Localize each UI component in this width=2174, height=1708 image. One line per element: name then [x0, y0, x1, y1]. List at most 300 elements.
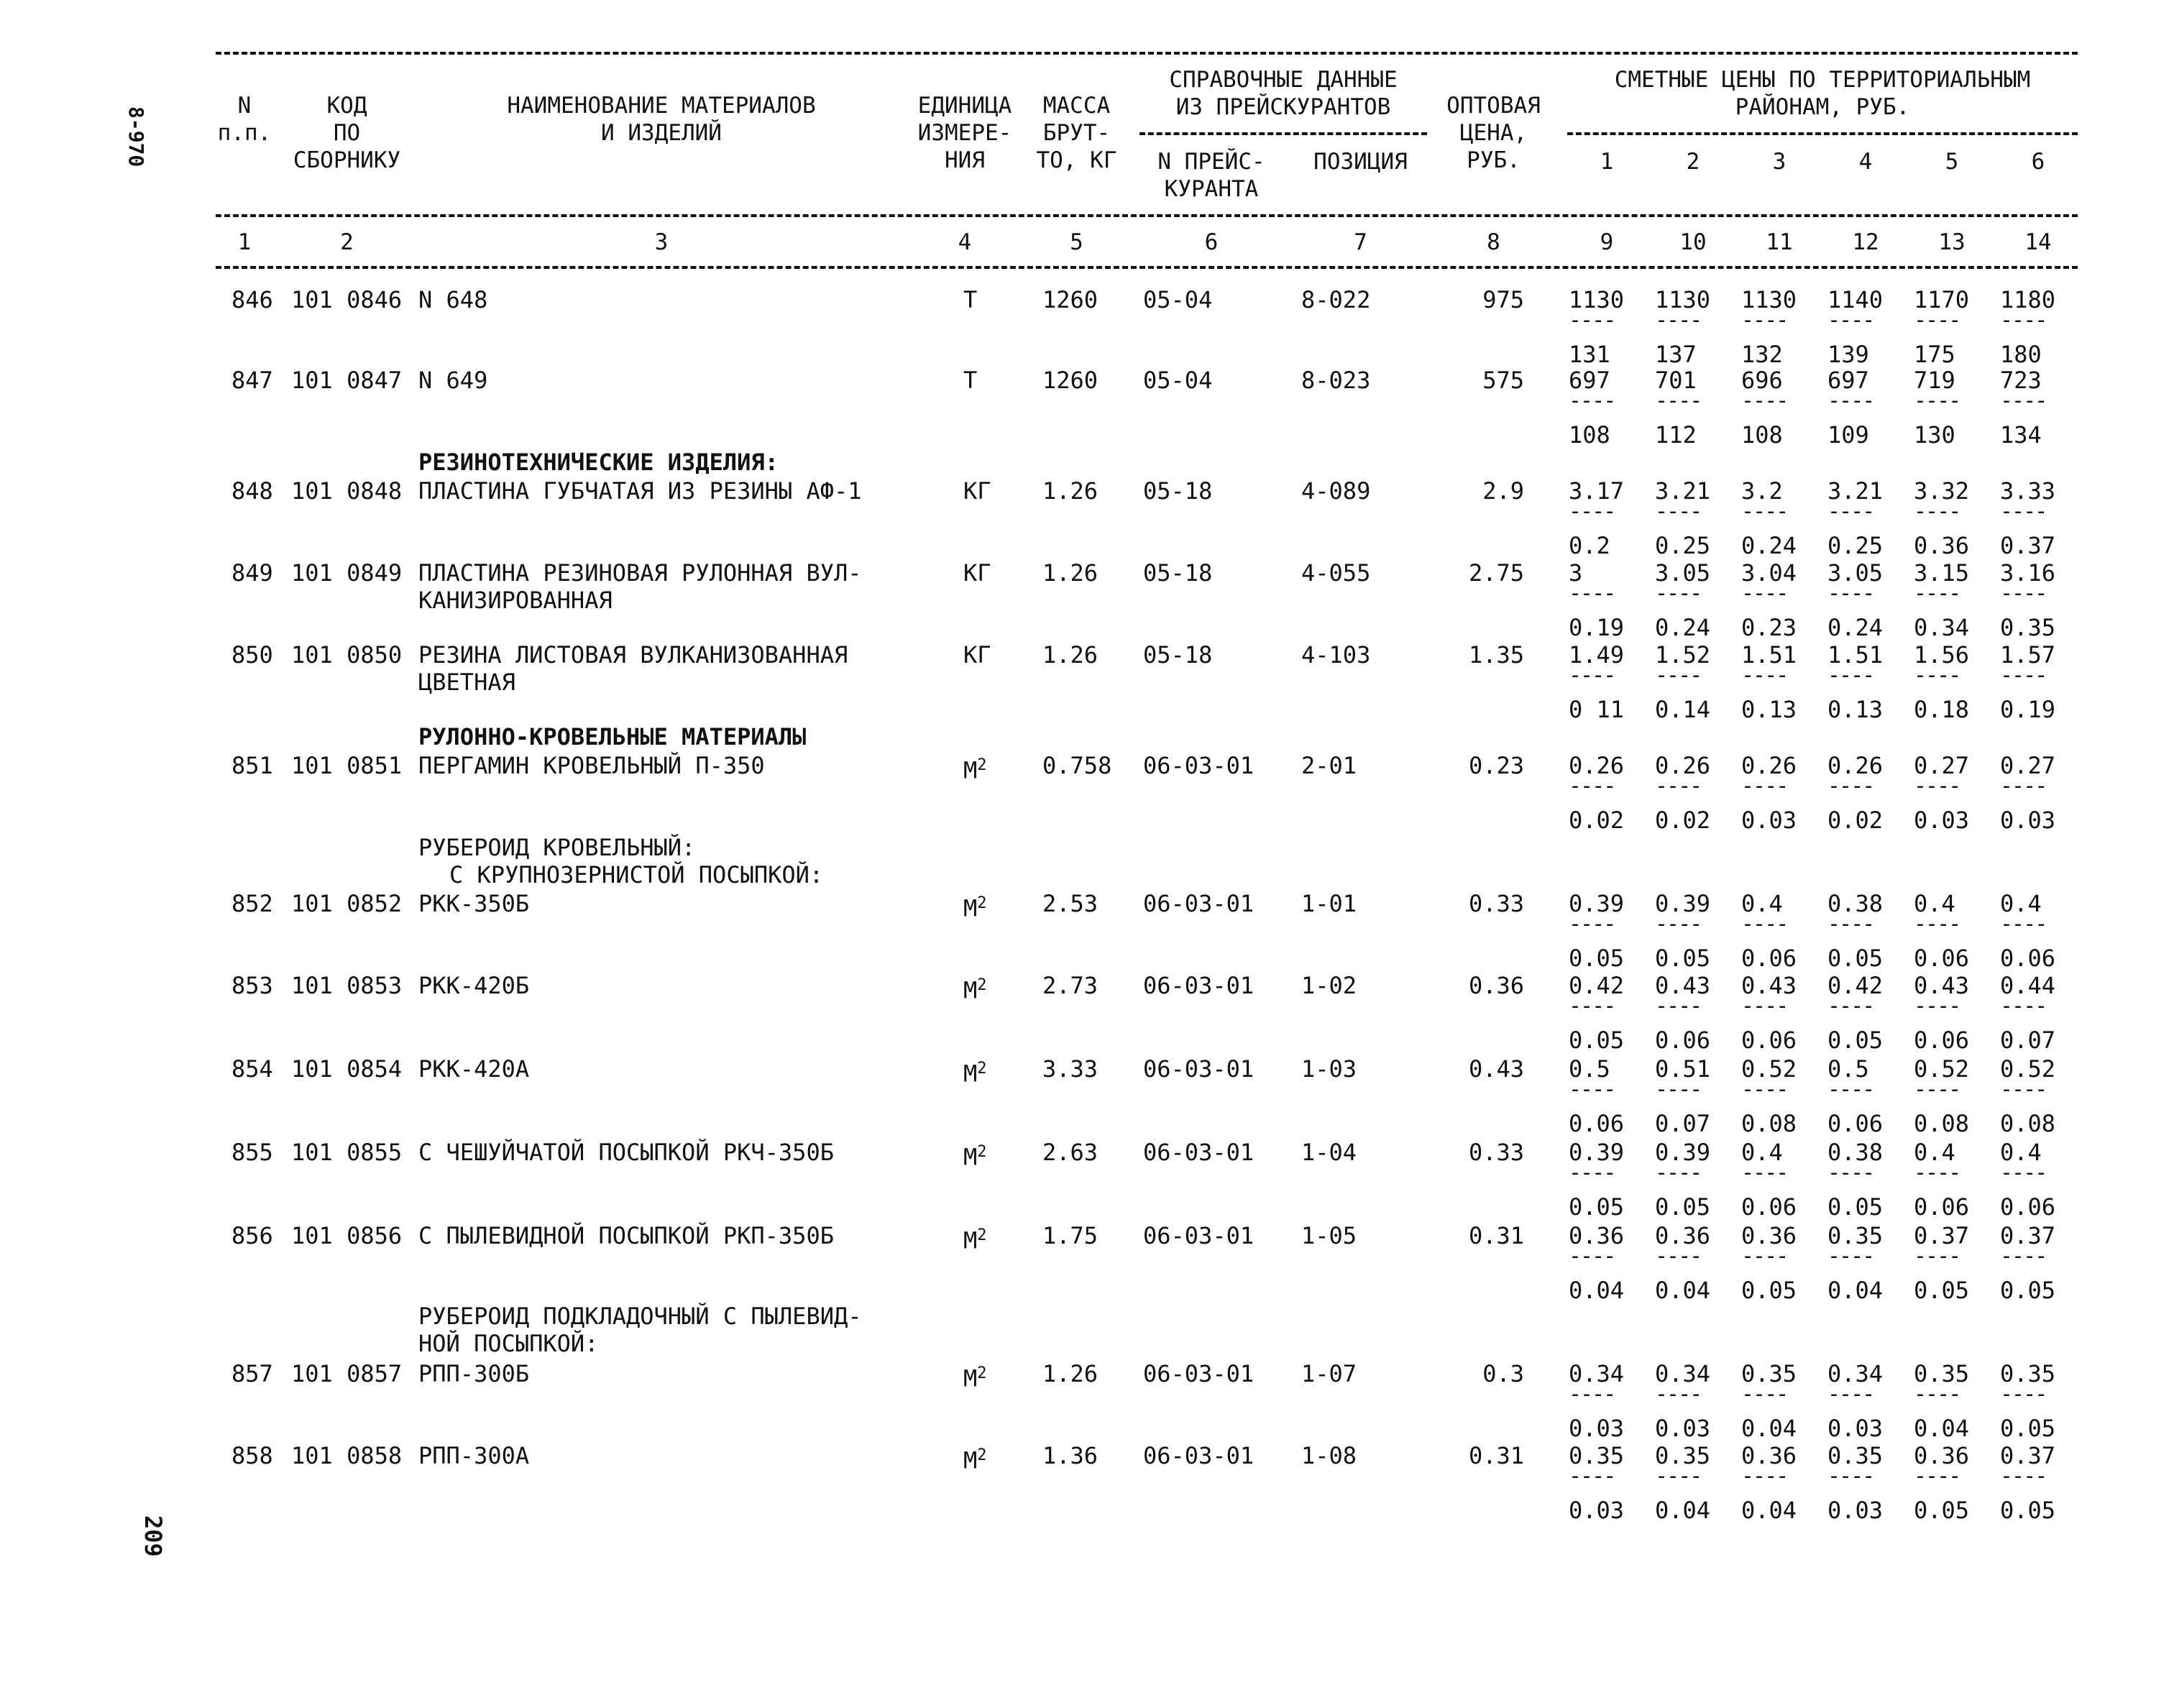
colnum-6: 6 [1204, 229, 1219, 255]
fraction-line: ---- [1827, 388, 1874, 413]
fraction-line: ---- [1741, 581, 1788, 606]
region-price-6: 3.16 [2000, 559, 2056, 587]
row-name: КАНИЗИРОВАННАЯ [418, 587, 613, 614]
header-col-name: НАИМЕНОВАНИЕ МАТЕРИАЛОВ И ИЗДЕЛИЙ [507, 93, 816, 146]
region-price-denominator-5: 0.03 [1914, 807, 1970, 834]
region-price-3: 0.36 [1741, 1442, 1797, 1469]
fraction-line: ---- [2000, 1464, 2047, 1489]
fraction-line: ---- [1569, 1382, 1615, 1407]
region-price-5: 1170 [1914, 286, 1970, 313]
region-price-5: 0.27 [1914, 752, 1970, 779]
fraction-line: ---- [1655, 1244, 1702, 1269]
row-price-list: 06-03-01 [1143, 1139, 1255, 1166]
region-price-denominator-3: 0.06 [1741, 945, 1797, 972]
fraction-line: ---- [1827, 499, 1874, 524]
row-mass: 1260 [1042, 367, 1099, 394]
row-position: 2-01 [1301, 752, 1357, 779]
row-number: 847 [231, 367, 273, 394]
row-name: ЦВЕТНАЯ [418, 669, 515, 696]
fraction-line: ---- [1741, 1160, 1788, 1185]
region-price-6: 0.37 [2000, 1442, 2056, 1469]
section-rubber: РЕЗИНОТЕХНИЧЕСКИЕ ИЗДЕЛИЯ: [418, 449, 779, 476]
region-price-denominator-2: 0.14 [1655, 696, 1711, 723]
row-wholesale-price: 0.33 [1468, 890, 1524, 917]
colnum-2: 2 [340, 229, 354, 255]
row-code: 101 0847 [291, 367, 403, 394]
row-price-list: 05-18 [1143, 641, 1213, 669]
row-mass: 0.758 [1042, 752, 1112, 779]
fraction-line: ---- [1655, 773, 1702, 799]
header-col-wholesale: ОПТОВАЯ ЦЕНА, РУБ. [1446, 93, 1541, 173]
fraction-line: ---- [1741, 1244, 1788, 1269]
group-ruberoid: РУБЕРОИД КРОВЕЛЬНЫЙ: [418, 834, 696, 861]
region-price-4: 0.35 [1827, 1222, 1884, 1249]
row-mass: 1.75 [1042, 1222, 1099, 1249]
region-price-2: 0.39 [1655, 1139, 1711, 1166]
region-price-denominator-3: 0.13 [1741, 696, 1797, 723]
region-price-denominator-4: 139 [1827, 341, 1869, 368]
row-unit: $М^2$ [963, 1446, 987, 1474]
fraction-line: ---- [2000, 663, 2047, 688]
region-price-denominator-1: 108 [1569, 421, 1610, 449]
header-price-group: СМЕТНЫЕ ЦЕНЫ ПО ТЕРРИТОРИАЛЬНЫМ РАЙОНАМ, РУБ. [1614, 67, 2031, 120]
region-price-5: 719 [1914, 367, 1955, 394]
fraction-line: ---- [2000, 993, 2047, 1019]
colnum-8: 8 [1487, 229, 1500, 255]
row-code: 101 0852 [291, 890, 403, 917]
region-price-denominator-3: 0.08 [1741, 1110, 1797, 1137]
row-position: 8-022 [1301, 286, 1371, 313]
region-price-denominator-6: 0.06 [2000, 945, 2056, 972]
region-price-2: 701 [1655, 367, 1697, 394]
region-price-denominator-2: 0.02 [1655, 807, 1711, 834]
row-number: 849 [231, 559, 273, 587]
region-price-3: 3.04 [1741, 559, 1797, 587]
fraction-line: ---- [2000, 308, 2047, 333]
fraction-line: ---- [1741, 993, 1788, 1019]
fraction-line: ---- [2000, 499, 2047, 524]
fraction-line: ---- [1569, 308, 1615, 333]
header-col-unit: ЕДИНИЦА ИЗМЕРЕ- НИЯ [917, 93, 1012, 173]
fraction-line: ---- [2000, 1244, 2047, 1269]
row-position: 4-055 [1301, 559, 1371, 587]
row-code: 101 0853 [291, 972, 403, 999]
row-position: 1-03 [1301, 1055, 1357, 1083]
group-coarse: С КРУПНОЗЕРНИСТОЙ ПОСЫПКОЙ: [449, 861, 824, 889]
fraction-line: ---- [1914, 993, 1960, 1019]
fraction-line: ---- [1914, 1464, 1960, 1489]
fraction-line: ---- [1655, 912, 1702, 937]
row-mass: 2.53 [1042, 890, 1099, 917]
region-price-denominator-5: 0.36 [1914, 532, 1970, 559]
region-price-denominator-1: 0 11 [1569, 696, 1625, 723]
region-price-5: 0.52 [1914, 1055, 1970, 1083]
region-price-denominator-1: 0.03 [1569, 1497, 1625, 1524]
region-price-denominator-1: 0.06 [1569, 1110, 1625, 1137]
row-unit: $М^2$ [963, 1143, 987, 1171]
region-price-4: 0.38 [1827, 890, 1884, 917]
region-price-denominator-5: 0.08 [1914, 1110, 1970, 1137]
row-number: 857 [231, 1360, 273, 1387]
region-price-6: 0.37 [2000, 1222, 2056, 1249]
region-price-denominator-1: 131 [1569, 341, 1610, 368]
group-underlay-2: НОЙ ПОСЫПКОЙ: [418, 1330, 599, 1357]
region-price-6: 1180 [2000, 286, 2056, 313]
region-price-4: 0.42 [1827, 972, 1884, 999]
region-price-1: 0.5 [1569, 1055, 1610, 1083]
fraction-line: ---- [1655, 663, 1702, 688]
fraction-line: ---- [1914, 912, 1960, 937]
row-name: РКК-420Б [418, 972, 530, 999]
row-price-list: 06-03-01 [1143, 1442, 1255, 1469]
row-name: РЕЗИНА ЛИСТОВАЯ ВУЛКАНИЗОВАННАЯ [418, 641, 848, 669]
row-number: 846 [231, 286, 273, 313]
row-code: 101 0846 [291, 286, 403, 313]
region-price-denominator-3: 0.05 [1741, 1277, 1797, 1304]
row-position: 1-07 [1301, 1360, 1357, 1387]
row-wholesale-price: 0.33 [1468, 1139, 1524, 1166]
colnum-12: 12 [1852, 229, 1879, 255]
fraction-line: ---- [1569, 912, 1615, 937]
region-price-denominator-1: 0.05 [1569, 945, 1625, 972]
colnum-11: 11 [1766, 229, 1793, 255]
region-price-denominator-3: 0.06 [1741, 1027, 1797, 1054]
region-price-5: 0.36 [1914, 1442, 1970, 1469]
header-region-4: 4 [1858, 149, 1873, 175]
region-price-denominator-6: 0.35 [2000, 614, 2056, 641]
fraction-line: ---- [2000, 388, 2047, 413]
region-price-denominator-5: 0.06 [1914, 945, 1970, 972]
row-wholesale-price: 0.3 [1482, 1360, 1524, 1387]
region-price-5: 0.4 [1914, 1139, 1955, 1166]
row-position: 8-023 [1301, 367, 1371, 394]
region-price-5: 3.15 [1914, 559, 1970, 587]
fraction-line: ---- [1741, 1382, 1788, 1407]
group-underlay-1: РУБЕРОИД ПОДКЛАДОЧНЫЙ С ПЫЛЕВИД- [418, 1303, 862, 1330]
region-price-1: 3 [1569, 559, 1583, 587]
row-number: 851 [231, 752, 273, 779]
row-name: N 649 [418, 367, 488, 394]
row-mass: 1.36 [1042, 1442, 1099, 1469]
region-price-denominator-2: 0.05 [1655, 1193, 1711, 1221]
fraction-line: ---- [1569, 1464, 1615, 1489]
unit-superscript: 2 [977, 1143, 987, 1161]
fraction-line: ---- [1914, 1382, 1960, 1407]
row-unit: Т [963, 367, 978, 394]
region-price-3: 1130 [1741, 286, 1797, 313]
region-price-4: 697 [1827, 367, 1869, 394]
fraction-line: ---- [1827, 993, 1874, 1019]
side-code: 8-970 [124, 106, 148, 167]
region-price-5: 0.37 [1914, 1222, 1970, 1249]
region-price-6: 0.35 [2000, 1360, 2056, 1387]
row-wholesale-price: 0.43 [1468, 1055, 1524, 1083]
region-price-denominator-1: 0.02 [1569, 807, 1625, 834]
row-price-list: 06-03-01 [1143, 1360, 1255, 1387]
fraction-line: ---- [1827, 912, 1874, 937]
fraction-line: ---- [2000, 581, 2047, 606]
region-price-1: 1130 [1569, 286, 1625, 313]
row-unit: $М^2$ [963, 1226, 987, 1254]
colnum-9: 9 [1600, 229, 1614, 255]
region-price-2: 3.05 [1655, 559, 1711, 587]
row-unit: $М^2$ [963, 1060, 987, 1088]
header-col-position: ПОЗИЦИЯ [1313, 149, 1408, 175]
fraction-line: ---- [2000, 1382, 2047, 1407]
fraction-line: ---- [1741, 388, 1788, 413]
row-position: 1-08 [1301, 1442, 1357, 1469]
region-price-denominator-2: 112 [1655, 421, 1697, 449]
row-code: 101 0850 [291, 641, 403, 669]
fraction-line: ---- [2000, 1160, 2047, 1185]
region-price-2: 3.21 [1655, 477, 1711, 505]
region-price-denominator-4: 0.25 [1827, 532, 1884, 559]
fraction-line: ---- [1569, 581, 1615, 606]
region-price-5: 0.35 [1914, 1360, 1970, 1387]
region-price-6: 0.44 [2000, 972, 2056, 999]
row-unit: $М^2$ [963, 976, 987, 1004]
fraction-line: ---- [1741, 663, 1788, 688]
region-price-6: 1.57 [2000, 641, 2056, 669]
header-region-3: 3 [1772, 149, 1787, 175]
row-mass: 1.26 [1042, 477, 1099, 505]
fraction-line: ---- [2000, 912, 2047, 937]
fraction-line: ---- [1827, 773, 1874, 799]
region-price-denominator-4: 0.04 [1827, 1277, 1884, 1304]
region-price-2: 0.35 [1655, 1442, 1711, 1469]
region-price-denominator-1: 0.05 [1569, 1027, 1625, 1054]
region-price-denominator-6: 0.08 [2000, 1110, 2056, 1137]
region-price-denominator-5: 0.34 [1914, 614, 1970, 641]
row-wholesale-price: 0.23 [1468, 752, 1524, 779]
region-price-denominator-5: 0.04 [1914, 1415, 1970, 1442]
region-price-1: 1.49 [1569, 641, 1625, 669]
row-mass: 1.26 [1042, 641, 1099, 669]
unit-superscript: 2 [977, 894, 987, 912]
region-price-denominator-6: 180 [2000, 341, 2042, 368]
row-number: 856 [231, 1222, 273, 1249]
row-name: ПЛАСТИНА ГУБЧАТАЯ ИЗ РЕЗИНЫ АФ-1 [418, 477, 862, 505]
region-price-denominator-1: 0.05 [1569, 1193, 1625, 1221]
region-price-denominator-6: 0.19 [2000, 696, 2056, 723]
region-price-3: 0.4 [1741, 1139, 1783, 1166]
header-region-1: 1 [1600, 149, 1614, 175]
region-price-1: 0.42 [1569, 972, 1625, 999]
region-price-denominator-6: 0.07 [2000, 1027, 2056, 1054]
row-mass: 1.26 [1042, 1360, 1099, 1387]
row-number: 855 [231, 1139, 273, 1166]
fraction-line: ---- [1827, 1160, 1874, 1185]
region-price-denominator-4: 109 [1827, 421, 1869, 449]
region-price-3: 3.2 [1741, 477, 1783, 505]
row-name: С ЧЕШУЙЧАТОЙ ПОСЫПКОЙ РКЧ-350Б [418, 1139, 834, 1166]
row-price-list: 06-03-01 [1143, 1222, 1255, 1249]
region-price-2: 0.51 [1655, 1055, 1711, 1083]
row-wholesale-price: 2.75 [1468, 559, 1524, 587]
region-price-denominator-1: 0.03 [1569, 1415, 1625, 1442]
region-price-denominator-2: 0.25 [1655, 532, 1711, 559]
header-mid-rule [216, 214, 2078, 217]
fraction-line: ---- [1827, 663, 1874, 688]
fraction-line: ---- [1914, 499, 1960, 524]
header-col-code: КОД ПО СБОРНИКУ [293, 93, 401, 173]
header-region-6: 6 [2031, 149, 2045, 175]
row-name: РПП-300Б [418, 1360, 530, 1387]
region-price-denominator-6: 0.05 [2000, 1497, 2056, 1524]
fraction-line: ---- [1569, 663, 1615, 688]
region-price-denominator-1: 0.19 [1569, 614, 1625, 641]
region-price-denominator-6: 0.05 [2000, 1415, 2056, 1442]
section-roll: РУЛОННО-КРОВЕЛЬНЫЕ МАТЕРИАЛЫ [418, 723, 807, 750]
region-price-2: 1.52 [1655, 641, 1711, 669]
header-col-n: N п.п. [217, 93, 272, 146]
region-price-denominator-3: 0.03 [1741, 807, 1797, 834]
region-price-4: 0.35 [1827, 1442, 1884, 1469]
region-price-4: 0.34 [1827, 1360, 1884, 1387]
row-wholesale-price: 0.31 [1468, 1222, 1524, 1249]
unit-superscript: 2 [977, 1226, 987, 1244]
row-unit: $М^2$ [963, 756, 987, 784]
region-price-2: 0.43 [1655, 972, 1711, 999]
region-price-denominator-2: 0.04 [1655, 1497, 1711, 1524]
row-price-list: 06-03-01 [1143, 890, 1255, 917]
fraction-line: ---- [1914, 308, 1960, 333]
fraction-line: ---- [1914, 773, 1960, 799]
page-number: 209 [139, 1515, 167, 1557]
region-price-denominator-6: 134 [2000, 421, 2042, 449]
row-price-list: 05-18 [1143, 559, 1213, 587]
region-price-denominator-6: 0.05 [2000, 1277, 2056, 1304]
unit-superscript: 2 [977, 1446, 987, 1464]
fraction-line: ---- [1655, 1382, 1702, 1407]
row-number: 854 [231, 1055, 273, 1083]
row-code: 101 0851 [291, 752, 403, 779]
colnum-7: 7 [1354, 229, 1367, 255]
region-price-1: 0.39 [1569, 890, 1625, 917]
region-price-2: 0.36 [1655, 1222, 1711, 1249]
region-price-denominator-3: 0.04 [1741, 1415, 1797, 1442]
unit-superscript: 2 [977, 756, 987, 774]
colnum-5: 5 [1070, 229, 1083, 255]
row-name: N 648 [418, 286, 488, 313]
row-number: 850 [231, 641, 273, 669]
fraction-line: ---- [1655, 388, 1702, 413]
row-unit: Т [963, 286, 978, 313]
region-price-denominator-2: 0.05 [1655, 945, 1711, 972]
region-price-6: 0.4 [2000, 890, 2042, 917]
fraction-line: ---- [1914, 1160, 1960, 1185]
region-price-denominator-3: 0.06 [1741, 1193, 1797, 1221]
row-position: 4-103 [1301, 641, 1371, 669]
region-price-4: 0.38 [1827, 1139, 1884, 1166]
region-price-2: 0.26 [1655, 752, 1711, 779]
fraction-line: ---- [1655, 993, 1702, 1019]
region-price-denominator-4: 0.05 [1827, 1193, 1884, 1221]
fraction-line: ---- [1569, 499, 1615, 524]
fraction-line: ---- [1569, 1160, 1615, 1185]
region-price-3: 0.26 [1741, 752, 1797, 779]
region-price-1: 0.26 [1569, 752, 1625, 779]
row-position: 1-04 [1301, 1139, 1357, 1166]
region-price-denominator-1: 0.04 [1569, 1277, 1625, 1304]
row-unit: КГ [963, 477, 991, 505]
region-price-denominator-2: 137 [1655, 341, 1697, 368]
row-code: 101 0855 [291, 1139, 403, 1166]
row-code: 101 0849 [291, 559, 403, 587]
fraction-line: ---- [1914, 388, 1960, 413]
region-price-denominator-4: 0.06 [1827, 1110, 1884, 1137]
fraction-line: ---- [1569, 1077, 1615, 1102]
region-price-3: 0.36 [1741, 1222, 1797, 1249]
header-region-5: 5 [1945, 149, 1959, 175]
row-unit: КГ [963, 559, 991, 587]
fraction-line: ---- [1655, 499, 1702, 524]
row-position: 1-01 [1301, 890, 1357, 917]
row-name: РКК-420А [418, 1055, 530, 1083]
fraction-line: ---- [1655, 1464, 1702, 1489]
region-price-denominator-4: 0.03 [1827, 1497, 1884, 1524]
row-wholesale-price: 2.9 [1482, 477, 1524, 505]
row-unit: $М^2$ [963, 894, 987, 922]
row-price-list: 06-03-01 [1143, 972, 1255, 999]
region-price-6: 0.4 [2000, 1139, 2042, 1166]
region-price-denominator-3: 108 [1741, 421, 1783, 449]
region-price-denominator-4: 0.13 [1827, 696, 1884, 723]
row-mass: 3.33 [1042, 1055, 1099, 1083]
region-price-denominator-3: 0.24 [1741, 532, 1797, 559]
region-price-3: 0.43 [1741, 972, 1797, 999]
row-price-list: 05-04 [1143, 286, 1213, 313]
row-code: 101 0858 [291, 1442, 403, 1469]
row-name: ПЛАСТИНА РЕЗИНОВАЯ РУЛОННАЯ ВУЛ- [418, 559, 862, 587]
region-price-4: 1.51 [1827, 641, 1884, 669]
region-price-2: 1130 [1655, 286, 1711, 313]
fraction-line: ---- [1914, 663, 1960, 688]
row-mass: 2.73 [1042, 972, 1099, 999]
row-name: РКК-350Б [418, 890, 530, 917]
row-price-list: 06-03-01 [1143, 1055, 1255, 1083]
region-price-1: 0.35 [1569, 1442, 1625, 1469]
row-name: С ПЫЛЕВИДНОЙ ПОСЫПКОЙ РКП-350Б [418, 1222, 834, 1249]
row-price-list: 05-04 [1143, 367, 1213, 394]
region-price-denominator-5: 0.05 [1914, 1277, 1970, 1304]
fraction-line: ---- [1914, 1244, 1960, 1269]
region-price-denominator-2: 0.04 [1655, 1277, 1711, 1304]
row-number: 848 [231, 477, 273, 505]
fraction-line: ---- [1741, 773, 1788, 799]
row-wholesale-price: 575 [1482, 367, 1524, 394]
fraction-line: ---- [1827, 1244, 1874, 1269]
fraction-line: ---- [1827, 1464, 1874, 1489]
colnum-10: 10 [1679, 229, 1707, 255]
region-price-1: 697 [1569, 367, 1610, 394]
fraction-line: ---- [1655, 581, 1702, 606]
region-price-1: 0.39 [1569, 1139, 1625, 1166]
fraction-line: ---- [1741, 1077, 1788, 1102]
header-region-2: 2 [1686, 149, 1700, 175]
region-price-denominator-4: 0.02 [1827, 807, 1884, 834]
unit-superscript: 2 [977, 1060, 987, 1078]
region-price-denominator-2: 0.03 [1655, 1415, 1711, 1442]
region-price-3: 0.4 [1741, 890, 1783, 917]
region-price-4: 3.05 [1827, 559, 1884, 587]
region-price-2: 0.39 [1655, 890, 1711, 917]
row-number: 852 [231, 890, 273, 917]
row-position: 1-05 [1301, 1222, 1357, 1249]
region-price-denominator-1: 0.2 [1569, 532, 1610, 559]
row-code: 101 0854 [291, 1055, 403, 1083]
fraction-line: ---- [1741, 499, 1788, 524]
